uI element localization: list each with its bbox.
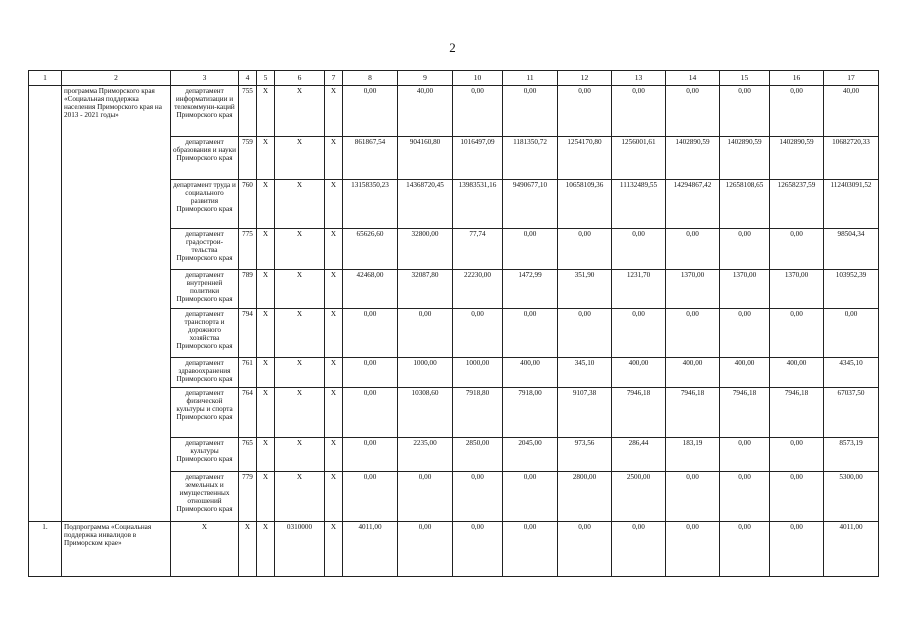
value-cell: 0,00 — [770, 438, 824, 472]
value-cell: 0,00 — [503, 86, 558, 137]
value-cell: 0,00 — [343, 309, 398, 358]
expense-type-cell: X — [325, 229, 343, 270]
value-cell: 0,00 — [612, 309, 666, 358]
expense-type-cell: X — [325, 180, 343, 229]
value-cell: 0,00 — [343, 438, 398, 472]
value-cell: 0,00 — [503, 229, 558, 270]
value-cell: 9107,38 — [558, 388, 612, 438]
expense-type-cell: X — [325, 358, 343, 388]
value-cell: 2500,00 — [612, 472, 666, 522]
code-cell: 755 — [239, 86, 257, 137]
department-cell: X — [171, 522, 239, 577]
expense-type-cell: X — [325, 438, 343, 472]
code-cell: 789 — [239, 270, 257, 309]
expense-type-cell: X — [325, 388, 343, 438]
value-cell: 0,00 — [343, 472, 398, 522]
value-cell: 42468,00 — [343, 270, 398, 309]
total-value-cell: 0,00 — [824, 309, 879, 358]
value-cell: 14368720,45 — [398, 180, 453, 229]
total-value-cell: 67037,50 — [824, 388, 879, 438]
value-cell: 0,00 — [398, 522, 453, 577]
value-cell: 0,00 — [453, 522, 503, 577]
value-cell: 0,00 — [666, 472, 720, 522]
value-cell: 351,90 — [558, 270, 612, 309]
page-number: 2 — [449, 40, 456, 55]
value-cell: 0,00 — [558, 522, 612, 577]
value-cell: 7946,18 — [666, 388, 720, 438]
value-cell: 4011,00 — [343, 522, 398, 577]
value-cell: 0,00 — [720, 522, 770, 577]
column-header: 4 — [239, 71, 257, 86]
header-row — [29, 71, 879, 86]
expense-type-cell: X — [325, 472, 343, 522]
budget-table — [28, 70, 879, 577]
value-cell: 0,00 — [503, 472, 558, 522]
section-cell: X — [257, 309, 275, 358]
value-cell: 10308,60 — [398, 388, 453, 438]
target-article-cell: X — [275, 388, 325, 438]
value-cell: 0,00 — [720, 438, 770, 472]
column-header: 16 — [770, 71, 824, 86]
value-cell: 0,00 — [343, 358, 398, 388]
section-cell: X — [257, 438, 275, 472]
target-article-cell: X — [275, 270, 325, 309]
department-cell: департамент земельных и имущественных отношений Приморского края — [171, 472, 239, 522]
section-cell: X — [257, 180, 275, 229]
value-cell: 1370,00 — [666, 270, 720, 309]
value-cell: 1254170,80 — [558, 137, 612, 180]
value-cell: 7946,18 — [770, 388, 824, 438]
section-cell: X — [257, 229, 275, 270]
value-cell: 13983531,16 — [453, 180, 503, 229]
value-cell: 0,00 — [453, 472, 503, 522]
table-row — [29, 86, 879, 137]
value-cell: 400,00 — [770, 358, 824, 388]
expense-type-cell: X — [325, 522, 343, 577]
column-header: 9 — [398, 71, 453, 86]
value-cell: 1370,00 — [720, 270, 770, 309]
value-cell: 2850,00 — [453, 438, 503, 472]
value-cell: 1231,70 — [612, 270, 666, 309]
department-cell: департамент внутренней политики Приморского края — [171, 270, 239, 309]
section-cell: X — [257, 270, 275, 309]
value-cell: 0,00 — [720, 86, 770, 137]
code-cell: X — [239, 522, 257, 577]
value-cell: 861867,54 — [343, 137, 398, 180]
column-header: 3 — [171, 71, 239, 86]
value-cell: 9490677,10 — [503, 180, 558, 229]
code-cell: 764 — [239, 388, 257, 438]
code-cell: 760 — [239, 180, 257, 229]
value-cell: 0,00 — [503, 309, 558, 358]
value-cell: 1181350,72 — [503, 137, 558, 180]
department-cell: департамент градострои-тельства Приморского края — [171, 229, 239, 270]
target-article-cell: X — [275, 229, 325, 270]
column-header: 2 — [62, 71, 171, 86]
value-cell: 0,00 — [503, 522, 558, 577]
value-cell: 400,00 — [612, 358, 666, 388]
department-cell: департамент здравоохранения Приморского края — [171, 358, 239, 388]
value-cell: 0,00 — [398, 472, 453, 522]
value-cell: 345,10 — [558, 358, 612, 388]
subprogram-name-cell: Подпрограмма «Социальная поддержка инвалидов в Приморском крае» — [62, 522, 171, 577]
total-value-cell: 10682720,33 — [824, 137, 879, 180]
value-cell: 40,00 — [398, 86, 453, 137]
code-cell: 761 — [239, 358, 257, 388]
section-cell: X — [257, 358, 275, 388]
value-cell: 77,74 — [453, 229, 503, 270]
value-cell: 0,00 — [666, 229, 720, 270]
department-cell: департамент труда и социального развития Приморского края — [171, 180, 239, 229]
value-cell: 0,00 — [558, 86, 612, 137]
program-name-cell: программа Приморского края «Социальная поддержка населения Приморского края на 2013 - 2021 годы» — [62, 86, 171, 522]
total-value-cell: 40,00 — [824, 86, 879, 137]
value-cell: 0,00 — [398, 309, 453, 358]
total-value-cell: 8573,19 — [824, 438, 879, 472]
target-article-cell: X — [275, 472, 325, 522]
target-article-cell: X — [275, 438, 325, 472]
value-cell: 12658108,65 — [720, 180, 770, 229]
value-cell: 0,00 — [770, 86, 824, 137]
value-cell: 1402890,59 — [720, 137, 770, 180]
target-article-cell: X — [275, 180, 325, 229]
column-header: 5 — [257, 71, 275, 86]
target-article-cell: 0310000 — [275, 522, 325, 577]
target-article-cell: X — [275, 309, 325, 358]
total-value-cell: 103952,39 — [824, 270, 879, 309]
value-cell: 400,00 — [666, 358, 720, 388]
value-cell: 0,00 — [343, 388, 398, 438]
value-cell: 904160,80 — [398, 137, 453, 180]
value-cell: 0,00 — [770, 522, 824, 577]
value-cell: 0,00 — [666, 86, 720, 137]
value-cell: 0,00 — [453, 86, 503, 137]
value-cell: 0,00 — [612, 229, 666, 270]
value-cell: 22230,00 — [453, 270, 503, 309]
section-cell: X — [257, 472, 275, 522]
value-cell: 2800,00 — [558, 472, 612, 522]
value-cell: 65626,60 — [343, 229, 398, 270]
value-cell: 7946,18 — [720, 388, 770, 438]
value-cell: 12658237,59 — [770, 180, 824, 229]
value-cell: 10658109,36 — [558, 180, 612, 229]
value-cell: 32087,80 — [398, 270, 453, 309]
value-cell: 1472,99 — [503, 270, 558, 309]
value-cell: 1000,00 — [398, 358, 453, 388]
department-cell: департамент информатизации и телекоммуни-каций Приморского края — [171, 86, 239, 137]
value-cell: 0,00 — [720, 229, 770, 270]
column-header: 7 — [325, 71, 343, 86]
value-cell: 13158350,23 — [343, 180, 398, 229]
value-cell: 1402890,59 — [666, 137, 720, 180]
value-cell: 7918,00 — [503, 388, 558, 438]
column-header: 15 — [720, 71, 770, 86]
value-cell: 973,56 — [558, 438, 612, 472]
value-cell: 0,00 — [558, 229, 612, 270]
value-cell: 0,00 — [558, 309, 612, 358]
value-cell: 2235,00 — [398, 438, 453, 472]
total-value-cell: 5300,00 — [824, 472, 879, 522]
value-cell: 1370,00 — [770, 270, 824, 309]
code-cell: 779 — [239, 472, 257, 522]
column-header: 1 — [29, 71, 62, 86]
value-cell: 0,00 — [720, 472, 770, 522]
subprogram-row — [29, 522, 879, 577]
department-cell: департамент образования и науки Приморского края — [171, 137, 239, 180]
total-value-cell: 112403091,52 — [824, 180, 879, 229]
column-header: 10 — [453, 71, 503, 86]
code-cell: 794 — [239, 309, 257, 358]
value-cell: 11132489,55 — [612, 180, 666, 229]
code-cell: 775 — [239, 229, 257, 270]
value-cell: 0,00 — [770, 472, 824, 522]
department-cell: департамент физической культуры и спорта Приморского края — [171, 388, 239, 438]
value-cell: 7918,80 — [453, 388, 503, 438]
expense-type-cell: X — [325, 86, 343, 137]
value-cell: 0,00 — [770, 229, 824, 270]
value-cell: 0,00 — [666, 522, 720, 577]
target-article-cell: X — [275, 358, 325, 388]
total-value-cell: 4345,10 — [824, 358, 879, 388]
value-cell: 183,19 — [666, 438, 720, 472]
total-value-cell: 98504,34 — [824, 229, 879, 270]
value-cell: 0,00 — [453, 309, 503, 358]
expense-type-cell: X — [325, 309, 343, 358]
row-number-cell: 1. — [29, 522, 62, 577]
value-cell: 400,00 — [720, 358, 770, 388]
column-header: 12 — [558, 71, 612, 86]
value-cell: 0,00 — [343, 86, 398, 137]
value-cell: 1016497,09 — [453, 137, 503, 180]
section-cell: X — [257, 86, 275, 137]
value-cell: 0,00 — [770, 309, 824, 358]
expense-type-cell: X — [325, 270, 343, 309]
column-header: 13 — [612, 71, 666, 86]
column-header: 17 — [824, 71, 879, 86]
column-header: 11 — [503, 71, 558, 86]
target-article-cell: X — [275, 86, 325, 137]
value-cell: 1000,00 — [453, 358, 503, 388]
value-cell: 7946,18 — [612, 388, 666, 438]
value-cell: 0,00 — [720, 309, 770, 358]
column-header: 6 — [275, 71, 325, 86]
department-cell: департамент транспорта и дорожного хозяйства Приморского края — [171, 309, 239, 358]
target-article-cell: X — [275, 137, 325, 180]
row-number-cell — [29, 86, 62, 522]
code-cell: 765 — [239, 438, 257, 472]
section-cell: X — [257, 388, 275, 438]
value-cell: 14294867,42 — [666, 180, 720, 229]
value-cell: 0,00 — [612, 86, 666, 137]
value-cell: 32800,00 — [398, 229, 453, 270]
value-cell: 0,00 — [612, 522, 666, 577]
code-cell: 759 — [239, 137, 257, 180]
value-cell: 1402890,59 — [770, 137, 824, 180]
department-cell: департамент культуры Приморского края — [171, 438, 239, 472]
section-cell: X — [257, 137, 275, 180]
column-header: 14 — [666, 71, 720, 86]
value-cell: 286,44 — [612, 438, 666, 472]
total-value-cell: 4011,00 — [824, 522, 879, 577]
value-cell: 1256001,61 — [612, 137, 666, 180]
section-cell: X — [257, 522, 275, 577]
value-cell: 0,00 — [666, 309, 720, 358]
expense-type-cell: X — [325, 137, 343, 180]
column-header: 8 — [343, 71, 398, 86]
value-cell: 400,00 — [503, 358, 558, 388]
value-cell: 2045,00 — [503, 438, 558, 472]
